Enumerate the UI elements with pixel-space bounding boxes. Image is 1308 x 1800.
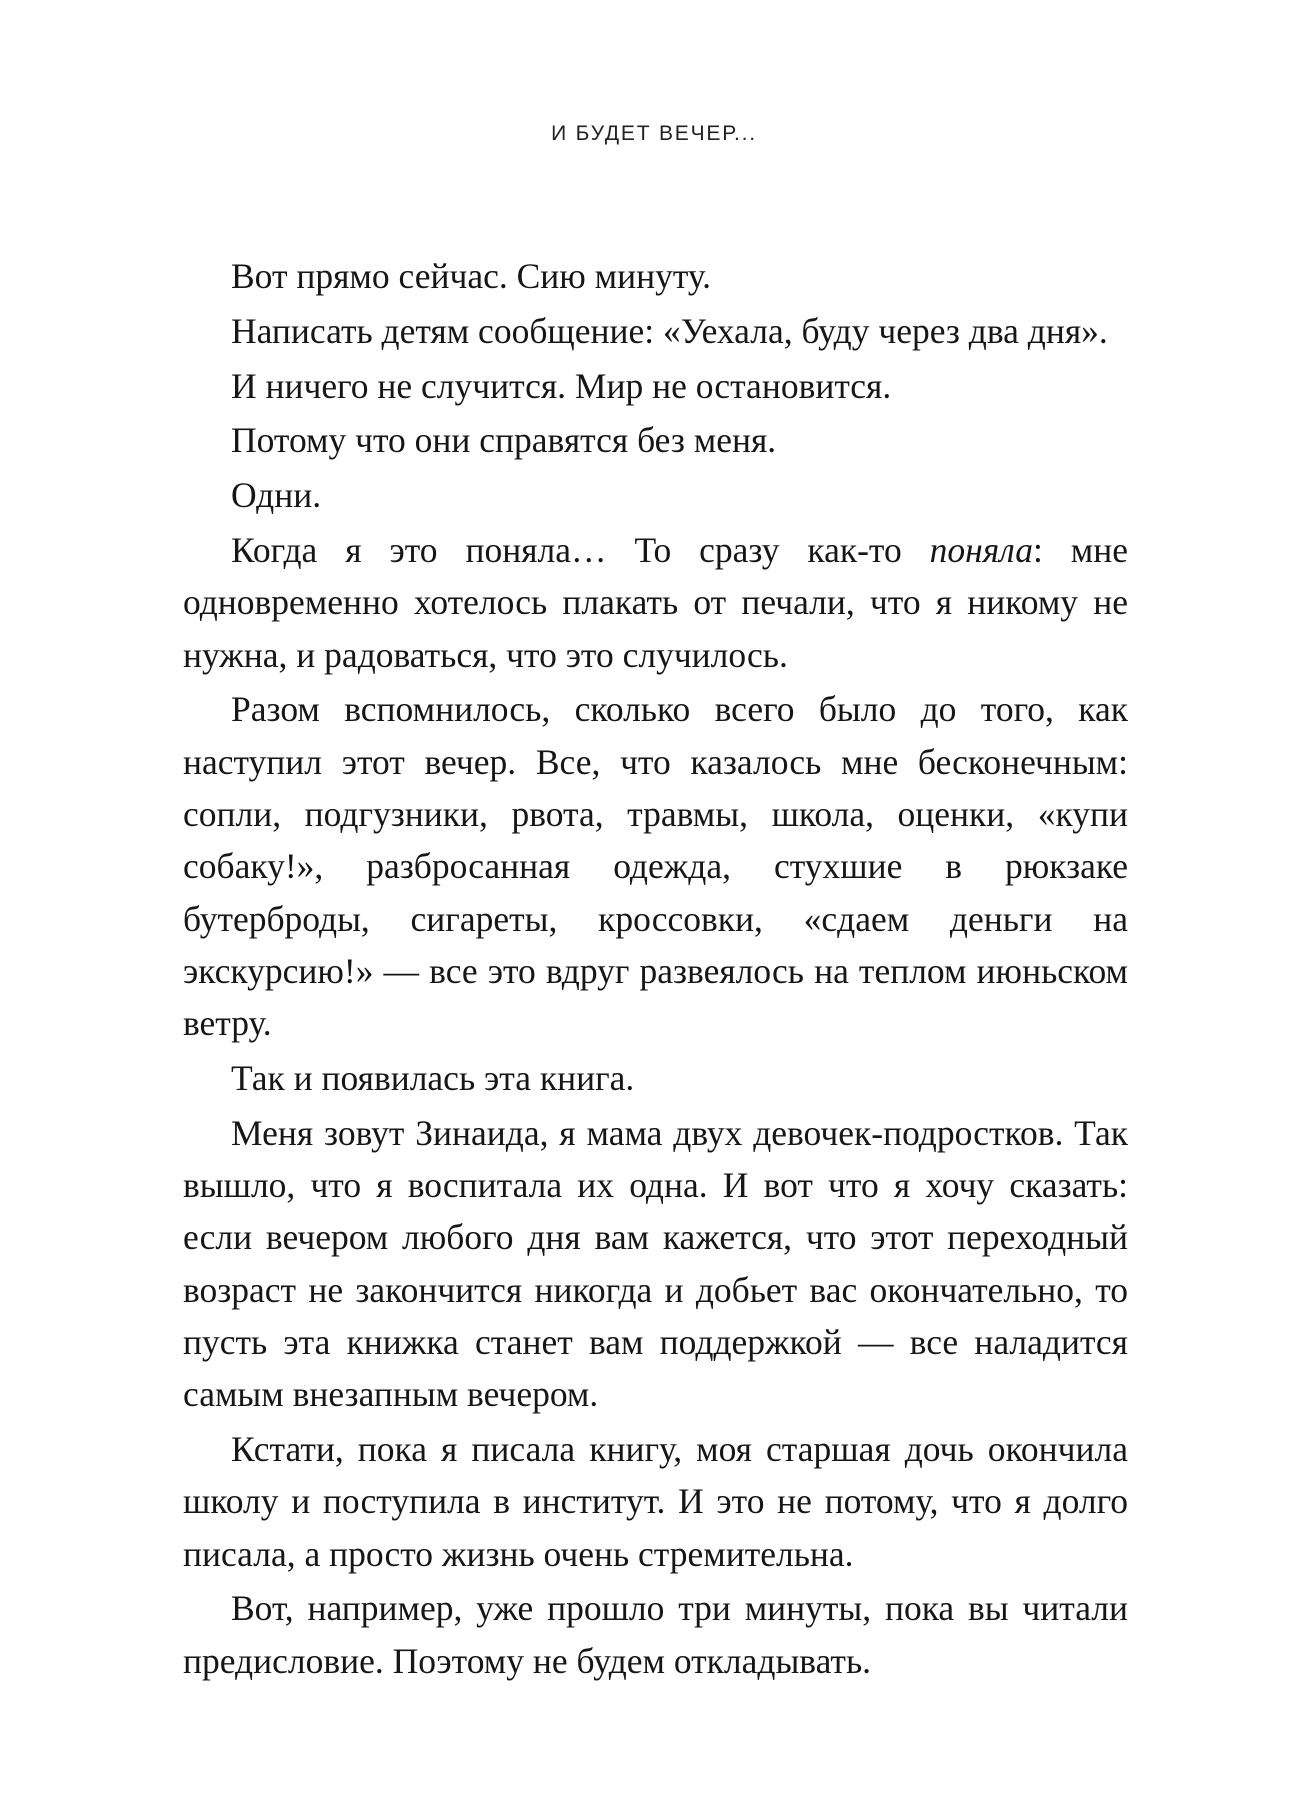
paragraph: Так и появилась эта книга.	[231, 1057, 635, 1098]
paragraph: Меня зовут Зинаида, я мама двух девочек-подростков. Так вышло, что я воспитала их одна. И вот что я хочу сказать: если вечером любого дня вам кажется, что этот переходный возраст не закончится никогда и добьет вас окончательно, то пусть эта книжка станет вам поддержкой — все наладится самым внезапным вечером.	[183, 1112, 1128, 1415]
paragraph: Кстати, пока я писала книгу, моя старшая дочь окончила школу и поступила в институт. И это не потому, что я долго писала, а просто жизнь очень стремительна.	[183, 1429, 1128, 1574]
paragraph: Вот прямо сейчас. Сию минуту.	[231, 256, 711, 296]
paragraph-with-emphasis	[183, 524, 1128, 681]
paragraph: Потому что они справятся без меня.	[231, 420, 777, 461]
emphasized-word: поняла	[929, 529, 1033, 570]
paragraph-segment: : мне одновременно хотелось плакать от печали, что я никому не нужна, и радоваться, что это случилось.	[183, 529, 1128, 675]
paragraph: Вот, например, уже прошло три минуты, пока вы читали предисловие. Поэтому не будем откладывать.	[183, 1588, 1128, 1681]
paragraph: Написать детям сообщение: «Уехала, буду через два дня».	[231, 310, 1108, 351]
paragraph-segment: Когда я это поняла… То сразу как-то	[231, 529, 930, 570]
body-text	[183, 250, 1128, 1687]
paragraph: Разом вспомнилось, сколько всего было до того, как наступил этот вечер. Все, что казалось мне бесконечным: сопли, подгузники, рвота, травмы, школа, оценки, «купи собаку!», разбросанная одежда, стухшие в рюкзаке бутерброды, сигареты, кроссовки, «сдаем деньги на экскурсию!» — все это вдруг развеялось на теплом июньском ветру.	[183, 689, 1128, 1044]
running-title: И БУДЕТ ВЕЧЕР...	[551, 122, 757, 145]
paragraph: Одни.	[231, 475, 322, 516]
paragraph: И ничего не случится. Мир не остановится.	[231, 365, 892, 406]
